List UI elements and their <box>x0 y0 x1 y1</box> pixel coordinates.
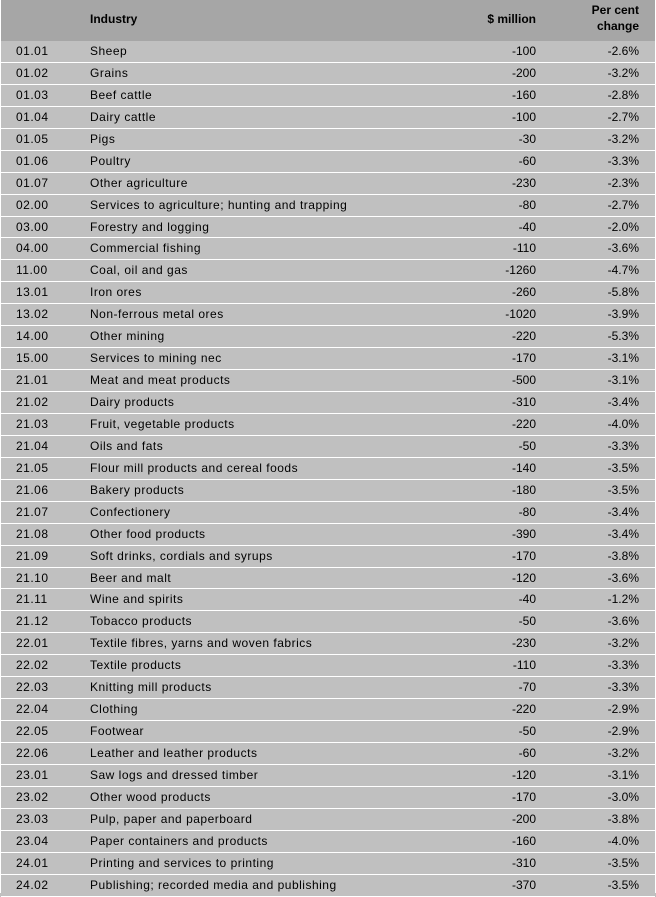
row-percent-change: -3.5% <box>607 460 639 475</box>
row-percent-change: -3.3% <box>607 153 639 168</box>
row-million-value: -80 <box>518 504 536 519</box>
row-million-value: -140 <box>511 460 536 475</box>
row-industry-name: Flour mill products and cereal foods <box>90 460 299 475</box>
row-million-value: -110 <box>512 241 536 256</box>
row-code: 13.01 <box>16 285 49 300</box>
row-million-value: -170 <box>511 351 536 366</box>
row-percent-change: -1.2% <box>607 592 639 607</box>
row-code: 01.01 <box>16 44 49 58</box>
row-industry-name: Leather and leather products <box>90 746 258 760</box>
row-industry-name: Wine and spirits <box>90 592 184 607</box>
row-industry-name: Textile products <box>90 658 182 673</box>
table-row <box>1 480 655 502</box>
row-code: 02.00 <box>16 197 49 212</box>
row-code: 01.07 <box>16 175 49 190</box>
row-code: 21.04 <box>16 438 49 453</box>
table-row <box>1 436 655 458</box>
row-code: 21.12 <box>16 614 49 629</box>
row-industry-name: Oils and fats <box>90 438 164 453</box>
row-million-value: -390 <box>511 526 536 541</box>
row-million-value: -180 <box>511 482 536 497</box>
table-row <box>1 63 655 85</box>
row-million-value: -160 <box>511 833 536 848</box>
row-industry-name: Textile fibres, yarns and woven fabrics <box>90 636 313 651</box>
row-code: 01.06 <box>16 153 49 168</box>
table-row <box>1 414 655 436</box>
row-code: 21.06 <box>16 482 49 497</box>
row-million-value: -260 <box>511 285 536 300</box>
table-row <box>1 853 655 875</box>
header-percent-line1: Per cent <box>591 3 639 17</box>
table-row <box>1 392 655 414</box>
row-percent-change: -3.4% <box>607 526 639 541</box>
table-row <box>1 502 655 524</box>
row-code: 23.02 <box>16 789 49 804</box>
row-industry-name: Grains <box>90 65 129 80</box>
row-million-value: -60 <box>518 153 536 168</box>
row-code: 22.01 <box>16 636 49 651</box>
row-industry-name: Footwear <box>90 724 145 739</box>
row-percent-change: -3.2% <box>607 746 639 760</box>
table-header <box>1 0 655 41</box>
table-row <box>1 809 655 831</box>
table-row <box>1 458 655 480</box>
row-million-value: -310 <box>511 395 536 409</box>
row-percent-change: -3.4% <box>607 395 639 409</box>
row-industry-name: Commercial fishing <box>90 241 202 256</box>
table-row <box>1 787 655 809</box>
row-industry-name: Beef cattle <box>90 87 153 102</box>
row-code: 04.00 <box>16 241 49 256</box>
row-industry-name: Dairy products <box>90 395 175 409</box>
row-code: 21.01 <box>16 373 49 388</box>
row-million-value: -120 <box>511 767 536 782</box>
table-row <box>1 875 655 897</box>
row-code: 13.02 <box>16 307 49 322</box>
row-percent-change: -2.7% <box>607 109 639 124</box>
row-code: 22.02 <box>16 658 49 673</box>
row-million-value: -500 <box>511 373 536 388</box>
row-million-value: -60 <box>518 746 536 760</box>
row-percent-change: -3.4% <box>607 504 639 519</box>
table-row <box>1 282 655 304</box>
table-row <box>1 699 655 721</box>
row-million-value: -50 <box>518 724 536 739</box>
row-industry-name: Beer and malt <box>90 570 172 585</box>
table-row <box>1 304 655 326</box>
row-industry-name: Iron ores <box>90 285 142 300</box>
table-row <box>1 260 655 282</box>
row-code: 21.10 <box>16 570 49 585</box>
row-industry-name: Services to mining nec <box>90 351 222 366</box>
row-code: 21.09 <box>16 548 49 563</box>
row-percent-change: -3.0% <box>607 789 639 804</box>
row-million-value: -170 <box>511 548 536 563</box>
row-industry-name: Other mining <box>90 329 165 344</box>
row-percent-change: -3.6% <box>607 614 639 629</box>
table-row <box>1 524 655 546</box>
row-industry-name: Sheep <box>90 44 128 58</box>
row-code: 01.04 <box>16 109 49 124</box>
row-industry-name: Forestry and logging <box>90 219 210 234</box>
row-million-value: -230 <box>511 175 536 190</box>
row-industry-name: Saw logs and dressed timber <box>90 767 259 782</box>
row-industry-name: Publishing; recorded media and publishing <box>90 877 337 892</box>
row-percent-change: -3.3% <box>607 680 639 695</box>
row-industry-name: Clothing <box>90 702 139 717</box>
row-code: 22.06 <box>16 746 49 760</box>
table-row <box>1 589 655 611</box>
table-row <box>1 129 655 151</box>
row-industry-name: Non-ferrous metal ores <box>90 307 224 322</box>
row-percent-change: -3.5% <box>607 482 639 497</box>
row-million-value: -40 <box>518 592 536 607</box>
table-row <box>1 348 655 370</box>
table-body <box>1 41 655 897</box>
row-code: 15.00 <box>16 351 49 366</box>
row-code: 01.05 <box>16 131 49 146</box>
row-code: 22.03 <box>16 680 49 695</box>
row-percent-change: -3.1% <box>607 351 639 366</box>
row-industry-name: Poultry <box>90 153 131 168</box>
row-million-value: -1020 <box>505 307 536 322</box>
row-million-value: -220 <box>511 329 536 344</box>
row-million-value: -160 <box>511 87 536 102</box>
table-row <box>1 677 655 699</box>
row-percent-change: -4.0% <box>607 416 639 431</box>
row-million-value: -1260 <box>505 263 536 278</box>
row-industry-name: Pulp, paper and paperboard <box>90 811 253 826</box>
row-million-value: -200 <box>511 65 536 80</box>
row-percent-change: -2.9% <box>607 702 639 717</box>
row-percent-change: -3.6% <box>607 570 639 585</box>
row-industry-name: Bakery products <box>90 482 185 497</box>
row-percent-change: -4.0% <box>607 833 639 848</box>
row-million-value: -30 <box>518 131 536 146</box>
table-row <box>1 721 655 743</box>
row-percent-change: -5.8% <box>607 285 639 300</box>
row-industry-name: Services to agriculture; hunting and trapping <box>90 197 348 212</box>
row-percent-change: -3.1% <box>607 767 639 782</box>
row-industry-name: Soft drinks, cordials and syrups <box>90 548 273 563</box>
row-industry-name: Meat and meat products <box>90 373 231 388</box>
row-code: 01.03 <box>16 87 49 102</box>
row-million-value: -310 <box>511 855 536 870</box>
row-million-value: -100 <box>511 44 536 58</box>
table-row <box>1 611 655 633</box>
row-industry-name: Paper containers and products <box>90 833 268 848</box>
row-percent-change: -3.3% <box>607 658 639 673</box>
header-million: $ million <box>487 12 536 26</box>
row-code: 21.07 <box>16 504 49 519</box>
row-industry-name: Printing and services to printing <box>90 855 274 870</box>
row-million-value: -370 <box>511 877 536 892</box>
table-row <box>1 195 655 217</box>
table-row <box>1 238 655 260</box>
table-row <box>1 633 655 655</box>
row-industry-name: Other agriculture <box>90 175 188 190</box>
table-row <box>1 655 655 677</box>
row-percent-change: -2.6% <box>607 44 639 58</box>
row-million-value: -220 <box>511 702 536 717</box>
row-industry-name: Fruit, vegetable products <box>90 416 235 431</box>
row-percent-change: -3.9% <box>607 307 639 322</box>
row-percent-change: -3.8% <box>607 811 639 826</box>
row-percent-change: -4.7% <box>607 263 639 278</box>
row-percent-change: -3.2% <box>607 131 639 146</box>
row-industry-name: Confectionery <box>90 504 171 519</box>
row-code: 23.03 <box>16 811 49 826</box>
row-million-value: -230 <box>511 636 536 651</box>
header-industry: Industry <box>90 12 138 26</box>
row-code: 22.05 <box>16 724 49 739</box>
header-percent-line2: change <box>596 19 639 33</box>
row-industry-name: Knitting mill products <box>90 680 212 695</box>
row-code: 24.01 <box>16 855 49 870</box>
row-percent-change: -2.0% <box>607 219 639 234</box>
row-code: 14.00 <box>16 329 49 344</box>
row-code: 21.05 <box>16 460 49 475</box>
table-row <box>1 217 655 239</box>
table-row <box>1 370 655 392</box>
row-million-value: -40 <box>518 219 536 234</box>
row-percent-change: -5.3% <box>607 329 639 344</box>
row-code: 23.01 <box>16 767 49 782</box>
row-percent-change: -2.3% <box>607 175 639 190</box>
row-million-value: -50 <box>518 614 536 629</box>
row-code: 03.00 <box>16 219 49 234</box>
row-divider <box>1 896 655 897</box>
row-percent-change: -3.1% <box>607 373 639 388</box>
row-percent-change: -3.8% <box>607 548 639 563</box>
header-percent-change <box>559 2 639 34</box>
row-industry-name: Coal, oil and gas <box>90 263 188 278</box>
row-code: 21.03 <box>16 416 49 431</box>
row-percent-change: -3.2% <box>607 65 639 80</box>
row-industry-name: Pigs <box>90 131 116 146</box>
row-industry-name: Other wood products <box>90 789 211 804</box>
table-row <box>1 568 655 590</box>
row-industry-name: Other food products <box>90 526 206 541</box>
row-code: 11.00 <box>16 263 48 278</box>
row-million-value: -200 <box>511 811 536 826</box>
row-code: 21.02 <box>16 395 49 409</box>
row-million-value: -170 <box>511 789 536 804</box>
row-million-value: -80 <box>518 197 536 212</box>
row-code: 21.08 <box>16 526 49 541</box>
table-row <box>1 85 655 107</box>
row-percent-change: -2.7% <box>607 197 639 212</box>
row-code: 21.11 <box>16 592 48 607</box>
row-million-value: -50 <box>518 438 536 453</box>
row-code: 01.02 <box>16 65 49 80</box>
row-industry-name: Dairy cattle <box>90 109 157 124</box>
row-percent-change: -2.9% <box>607 724 639 739</box>
row-percent-change: -3.6% <box>607 241 639 256</box>
row-million-value: -100 <box>511 109 536 124</box>
table-row <box>1 831 655 853</box>
row-million-value: -70 <box>518 680 536 695</box>
table-row <box>1 326 655 348</box>
table-row <box>1 107 655 129</box>
table-row <box>1 173 655 195</box>
row-code: 22.04 <box>16 702 49 717</box>
table-row <box>1 41 655 63</box>
row-million-value: -220 <box>511 416 536 431</box>
row-percent-change: -2.8% <box>607 87 639 102</box>
row-code: 24.02 <box>16 877 49 892</box>
table-row <box>1 765 655 787</box>
row-percent-change: -3.3% <box>607 438 639 453</box>
row-industry-name: Tobacco products <box>90 614 193 629</box>
table-row <box>1 546 655 568</box>
row-percent-change: -3.2% <box>607 636 639 651</box>
row-percent-change: -3.5% <box>607 877 639 892</box>
row-million-value: -110 <box>512 658 536 673</box>
row-million-value: -120 <box>511 570 536 585</box>
table-row <box>1 151 655 173</box>
row-percent-change: -3.5% <box>607 855 639 870</box>
row-code: 23.04 <box>16 833 49 848</box>
table-row <box>1 743 655 765</box>
